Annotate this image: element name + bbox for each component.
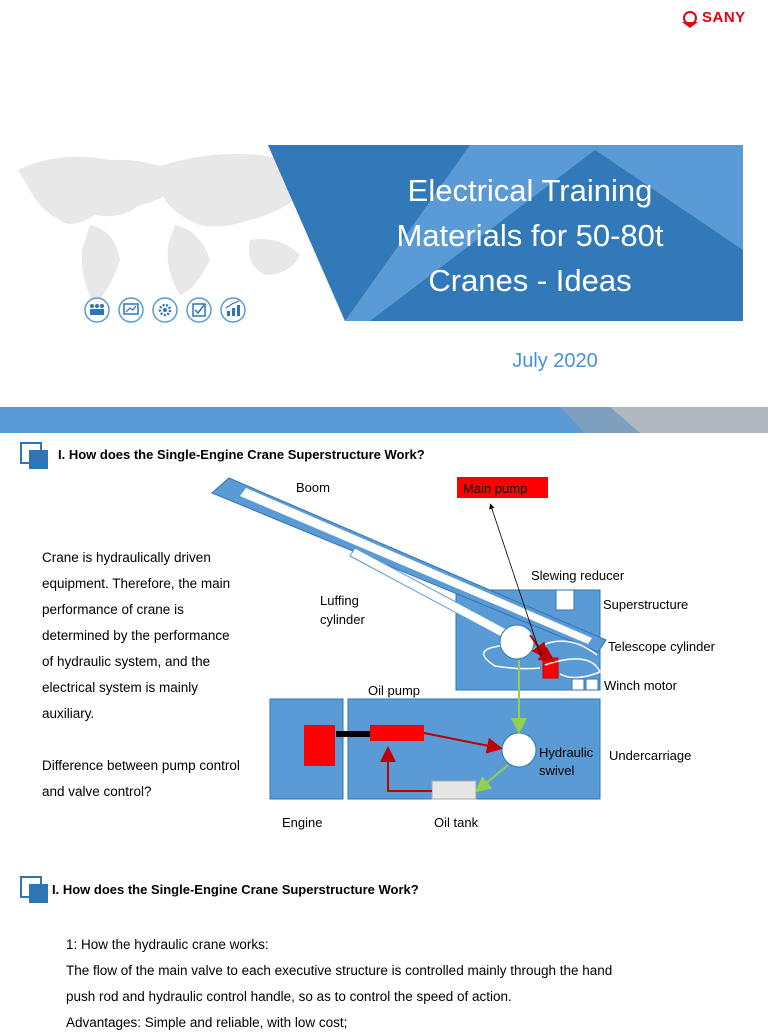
section-heading: I. How does the Single-Engine Crane Superstructure Work? <box>58 447 425 462</box>
paragraph-line: Crane is hydraulically driven <box>42 550 211 565</box>
label-engine: Engine <box>282 815 323 830</box>
label-undercarriage: Undercarriage <box>609 748 692 763</box>
body-line: The flow of the main valve to each executive structure is controlled mainly through the hand <box>66 963 613 978</box>
label-winch-motor: Winch motor <box>604 678 677 693</box>
section-heading: I. How does the Single-Engine Crane Superstructure Work? <box>52 882 419 897</box>
slewing-reducer-box <box>556 590 574 610</box>
body-line: push rod and hydraulic control handle, so as to control the speed of action. <box>66 989 512 1004</box>
team-icon <box>85 298 109 322</box>
paragraph-line: auxiliary. <box>42 706 95 721</box>
paragraph-line: electrical system is mainly <box>42 680 199 695</box>
sany-logo <box>680 8 760 30</box>
label-luffing: Luffing <box>320 593 359 608</box>
label-hydraulic: Hydraulic <box>539 745 594 760</box>
checklist-icon <box>187 298 211 322</box>
presentation-icon <box>119 298 143 322</box>
world-map-graphic <box>18 154 310 305</box>
slewing-joint <box>500 625 534 659</box>
label-swivel: swivel <box>539 763 575 778</box>
label-main-pump: Main pump <box>463 481 528 496</box>
section2-body <box>66 932 706 1036</box>
engine-block <box>304 725 335 766</box>
label-slewing-reducer: Slewing reducer <box>531 568 625 583</box>
growth-chart-icon <box>221 298 245 322</box>
paragraph-line: of hydraulic system, and the <box>42 654 211 669</box>
sany-emblem-icon <box>680 10 700 30</box>
title-icon-row <box>82 296 252 324</box>
section-bullet-icon <box>20 876 50 904</box>
body-line: Advantages: Simple and reliable, with low cost; <box>66 1015 348 1030</box>
paragraph-line: equipment. Therefore, the main <box>42 576 231 591</box>
oil-pump-block <box>370 725 424 741</box>
slide-title <box>360 168 700 303</box>
hydraulic-swivel <box>502 733 536 767</box>
main-pump-block <box>543 658 558 678</box>
label-cylinder: cylinder <box>320 612 365 627</box>
shaft <box>336 731 372 737</box>
label-boom: Boom <box>296 480 330 495</box>
paragraph-line: determined by the performance <box>42 628 230 643</box>
body-line: 1: How the hydraulic crane works: <box>66 937 269 952</box>
label-telescope-cylinder: Telescope cylinder <box>608 639 715 654</box>
slide-title-line: Cranes - Ideas <box>428 263 632 298</box>
paragraph-line: performance of crane is <box>42 602 184 617</box>
question-line: Difference between pump control <box>42 758 240 773</box>
slide-title-line: Materials for 50-80t <box>396 218 664 253</box>
slide-title-line: Electrical Training <box>407 173 653 208</box>
slide-date: July 2020 <box>512 350 598 372</box>
label-superstructure: Superstructure <box>603 597 689 612</box>
gear-icon <box>153 298 177 322</box>
question-line: and valve control? <box>42 784 152 799</box>
label-oil-tank: Oil tank <box>434 815 479 830</box>
winch-motor-box-2 <box>586 679 598 690</box>
oil-tank-block <box>432 781 476 799</box>
winch-motor-box-1 <box>572 679 584 690</box>
logo-text: SANY <box>702 9 746 26</box>
label-oil-pump: Oil pump <box>368 683 421 698</box>
